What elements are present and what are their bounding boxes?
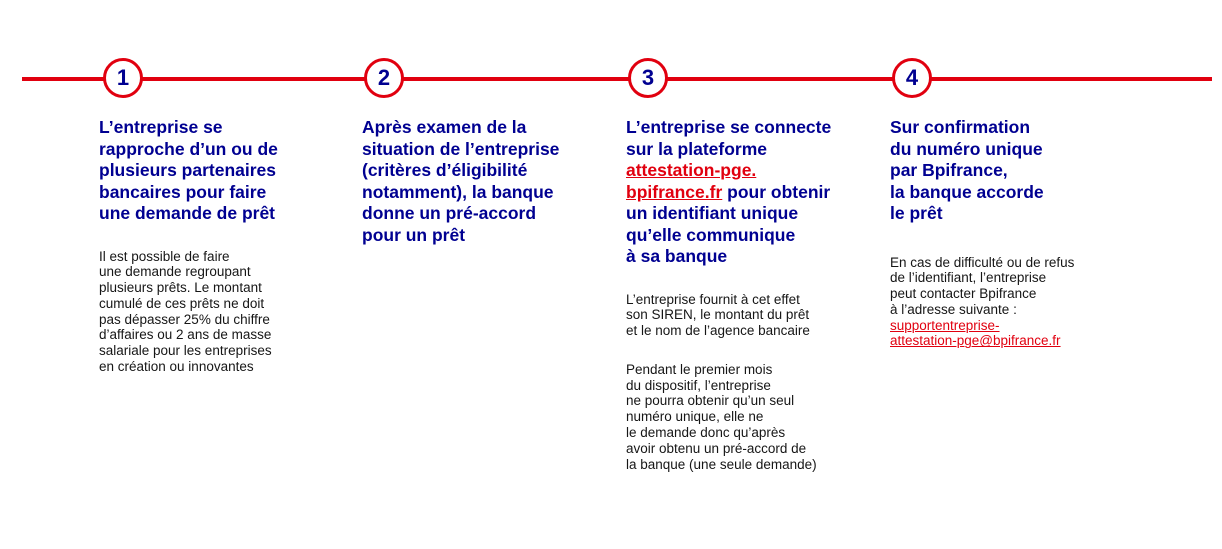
platform-link-continued[interactable]: bpifrance.fr (626, 181, 723, 202)
step-number: 1 (116, 65, 130, 90)
step-4-body: En cas de difficulté ou de refus de l’identifiant, l’entreprise peut contacter Bpifrance à l’adresse suivante : supportentreprise- attestation-pge@bpifrance.fr (890, 254, 1075, 349)
step-4-circle (892, 58, 932, 98)
step-number: 3 (641, 65, 655, 90)
step-1-heading: L’entreprise se rapproche d’un ou de plusieurs partenaires bancaires pour faire une demande de prêt (99, 117, 278, 223)
step-3-body-2: Pendant le premier mois du dispositif, l’entreprise ne pourra obtenir qu’un seul numéro unique, elle ne le demande donc qu’après avoir obtenu un pré-accord de la banque (une seule demande) (626, 361, 817, 472)
support-email-link-continued[interactable]: attestation-pge@bpifrance.fr (890, 333, 1061, 349)
step-2-heading: Après examen de la situation de l’entreprise (critères d’éligibilité notamment), la banque donne un pré-accord pour un prêt (362, 117, 560, 245)
step-1-body: Il est possible de faire une demande regroupant plusieurs prêts. Le montant cumulé de ces prêts ne doit pas dépasser 25% du chiffre d’affaires ou 2 ans de masse salariale pour les entreprises en création ou innovantes (99, 248, 272, 375)
step-3-circle (628, 58, 668, 98)
step-4-heading: Sur confirmation du numéro unique par Bpifrance, la banque accorde le prêt (890, 117, 1044, 223)
step-2 (362, 117, 559, 246)
step-3-heading: L’entreprise se connecte sur la plateforme attestation-pge. bpifrance.fr pour obtenir un identifiant unique qu’elle communique à sa banque (626, 117, 832, 266)
step-2-circle (364, 58, 404, 98)
step-1-circle (103, 58, 143, 98)
step-1 (99, 117, 278, 375)
step-3 (626, 117, 831, 472)
support-email-link[interactable]: supportentreprise- (890, 317, 1000, 333)
timeline-line (22, 77, 1212, 81)
step-4 (890, 117, 1074, 349)
platform-link[interactable]: attestation-pge. (626, 160, 757, 180)
step-number: 2 (377, 65, 391, 90)
step-3-body-1: L’entreprise fournit à cet effet son SIREN, le montant du prêt et le nom de l’agence bancaire (626, 291, 810, 339)
step-number: 4 (905, 65, 919, 90)
